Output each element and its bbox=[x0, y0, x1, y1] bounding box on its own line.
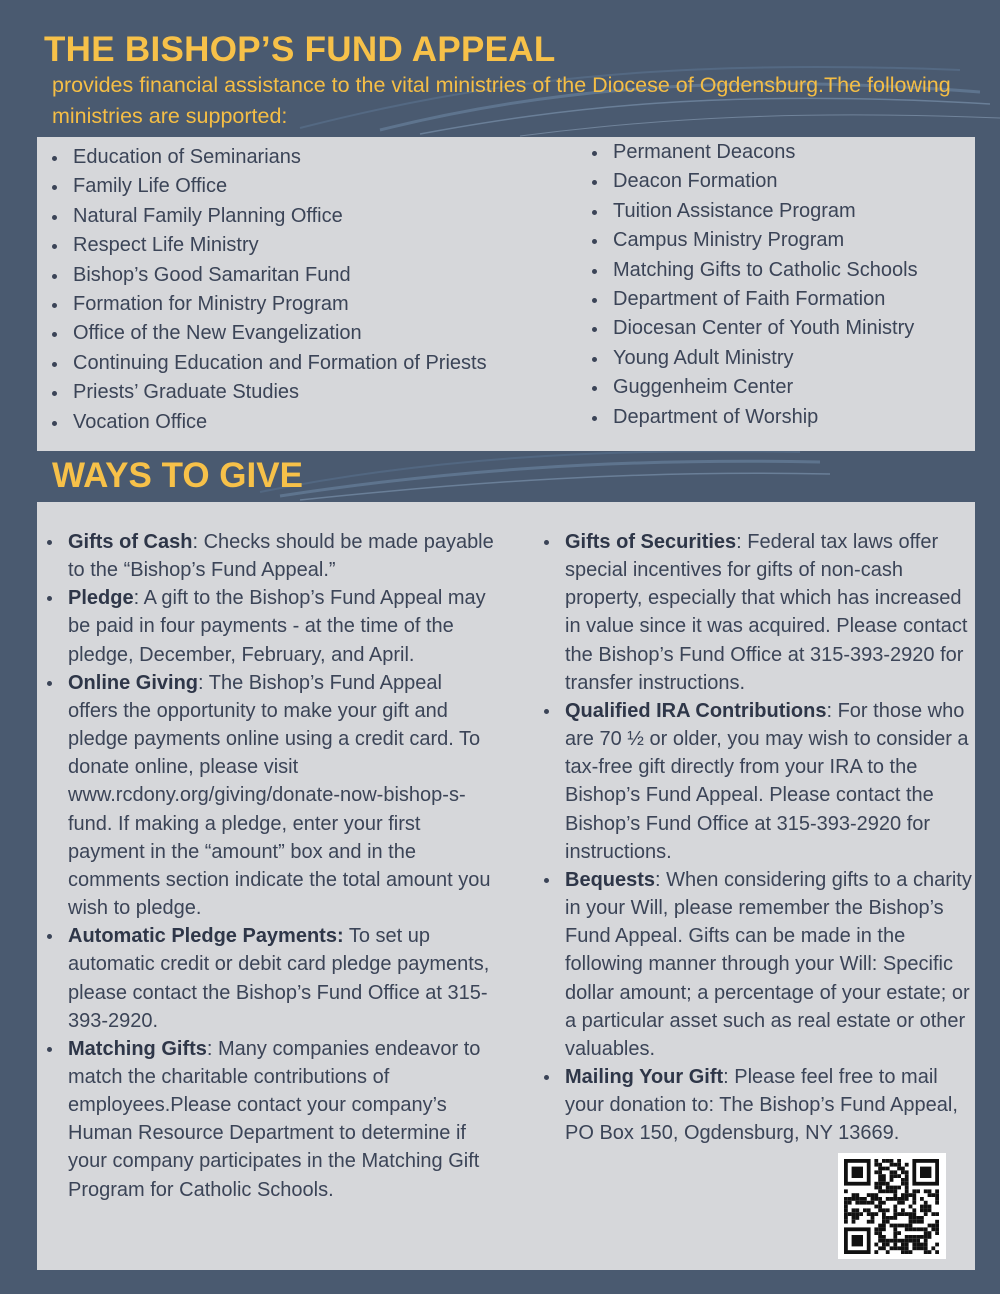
giving-option-item bbox=[47, 922, 497, 1035]
ministry-item: Department of Worship bbox=[592, 403, 918, 432]
giving-option-item bbox=[47, 528, 497, 584]
ways-to-give-heading: WAYS TO GIVE bbox=[52, 456, 303, 495]
giving-option-text: : Many companies endeavor to match the charitable contributions of employees.Please contact your company’s Human Resource Department to determine if your company participates in the Matching Gift Program for Catholic Schools. bbox=[68, 1037, 481, 1201]
ministry-item: Matching Gifts to Catholic Schools bbox=[592, 256, 918, 285]
page-title: THE BISHOP’S FUND APPEAL bbox=[44, 30, 556, 69]
qr-code-graphic bbox=[838, 1153, 946, 1259]
ministry-item: Department of Faith Formation bbox=[592, 285, 918, 314]
ministry-item: Natural Family Planning Office bbox=[52, 202, 487, 231]
qr-code-icon[interactable] bbox=[838, 1153, 946, 1259]
ministry-item: Diocesan Center of Youth Ministry bbox=[592, 314, 918, 343]
ministry-item: Young Adult Ministry bbox=[592, 344, 918, 373]
giving-option-item bbox=[47, 669, 497, 922]
giving-option-label: Gifts of Securities bbox=[565, 531, 737, 553]
giving-option-text: : Checks should be made payable to the “Bishop’s Fund Appeal.” bbox=[68, 531, 494, 582]
ministries-list-right bbox=[592, 138, 918, 432]
giving-option-item bbox=[544, 697, 974, 866]
giving-option-label: Matching Gifts bbox=[68, 1037, 207, 1060]
giving-option-item bbox=[47, 584, 497, 668]
giving-option-text: : Federal tax laws offer special incentives for gifts of non-cash property, especially that which has increased in value since it was acquired. Please contact the Bishop’s Fund Office at 315-393-2920 for transfer instructions. bbox=[565, 531, 968, 694]
giving-option-item bbox=[544, 1063, 974, 1147]
ministry-item: Respect Life Ministry bbox=[52, 231, 487, 260]
ministry-item: Priests’ Graduate Studies bbox=[52, 378, 487, 407]
giving-option-text: To set up automatic credit or debit card pledge payments, please contact the Bishop’s Fund Office at 315-393-2920. bbox=[68, 925, 490, 1032]
giving-option-item bbox=[47, 1035, 497, 1204]
ministry-item: Continuing Education and Formation of Priests bbox=[52, 349, 487, 378]
giving-option-label: Gifts of Cash bbox=[68, 531, 193, 553]
ministry-item: Bishop’s Good Samaritan Fund bbox=[52, 261, 487, 290]
ministry-item: Family Life Office bbox=[52, 172, 487, 201]
intro-text: provides financial assistance to the vital ministries of the Diocese of Ogdensburg.The following ministries are supported: bbox=[52, 73, 951, 128]
ministries-list-left bbox=[52, 143, 487, 437]
giving-option-label: Pledge bbox=[68, 587, 134, 610]
giving-option-text: : A gift to the Bishop’s Fund Appeal may be paid in four payments - at the time of the pledge, December, February, and April. bbox=[68, 587, 486, 666]
ministry-item: Permanent Deacons bbox=[592, 138, 918, 167]
giving-option-text: : When considering gifts to a charity in your Will, please remember the Bishop’s Fund Appeal. Gifts can be made in the following manner through your Will: Specific dollar amount; a percentage of your estate; or a particular asset such as real estate or other valuables. bbox=[565, 868, 972, 1060]
ministry-item: Office of the New Evangelization bbox=[52, 319, 487, 348]
giving-option-item bbox=[544, 866, 974, 1063]
giving-option-label: Qualified IRA Contributions bbox=[565, 699, 827, 722]
ministry-item: Deacon Formation bbox=[592, 167, 918, 196]
ministry-item: Vocation Office bbox=[52, 408, 487, 437]
ministry-item: Formation for Ministry Program bbox=[52, 290, 487, 319]
ways-list-left bbox=[47, 528, 497, 1204]
giving-option-label: Bequests bbox=[565, 868, 656, 891]
giving-option-item bbox=[544, 528, 974, 697]
ministry-item: Campus Ministry Program bbox=[592, 226, 918, 255]
ministry-item: Education of Seminarians bbox=[52, 143, 487, 172]
giving-option-label: Online Giving bbox=[68, 671, 199, 694]
giving-option-text: : For those who are 70 ½ or older, you may wish to consider a tax-free gift directly from your IRA to the Bishop’s Fund Appeal. Please contact the Bishop’s Fund Office at 315-393-2920 for instructions. bbox=[565, 699, 969, 863]
giving-option-text: : Please feel free to mail your donation to: The Bishop’s Fund Appeal, PO Box 150, Ogdensburg, NY 13669. bbox=[565, 1065, 958, 1145]
giving-option-text: : The Bishop’s Fund Appeal offers the opportunity to make your gift and pledge payments online using a credit card. To donate online, please visit www.rcdony.org/giving/donate-now-bishop-s-fund. If making a pledge, enter your first payment in the “amount” box and in the comments section indicate the total amount you wish to pledge. bbox=[68, 671, 491, 920]
giving-option-label: Automatic Pledge Payments: bbox=[68, 925, 344, 948]
ministry-item: Guggenheim Center bbox=[592, 373, 918, 402]
giving-option-label: Mailing Your Gift bbox=[565, 1065, 724, 1088]
ministry-item: Tuition Assistance Program bbox=[592, 197, 918, 226]
ways-list-right bbox=[544, 528, 974, 1147]
